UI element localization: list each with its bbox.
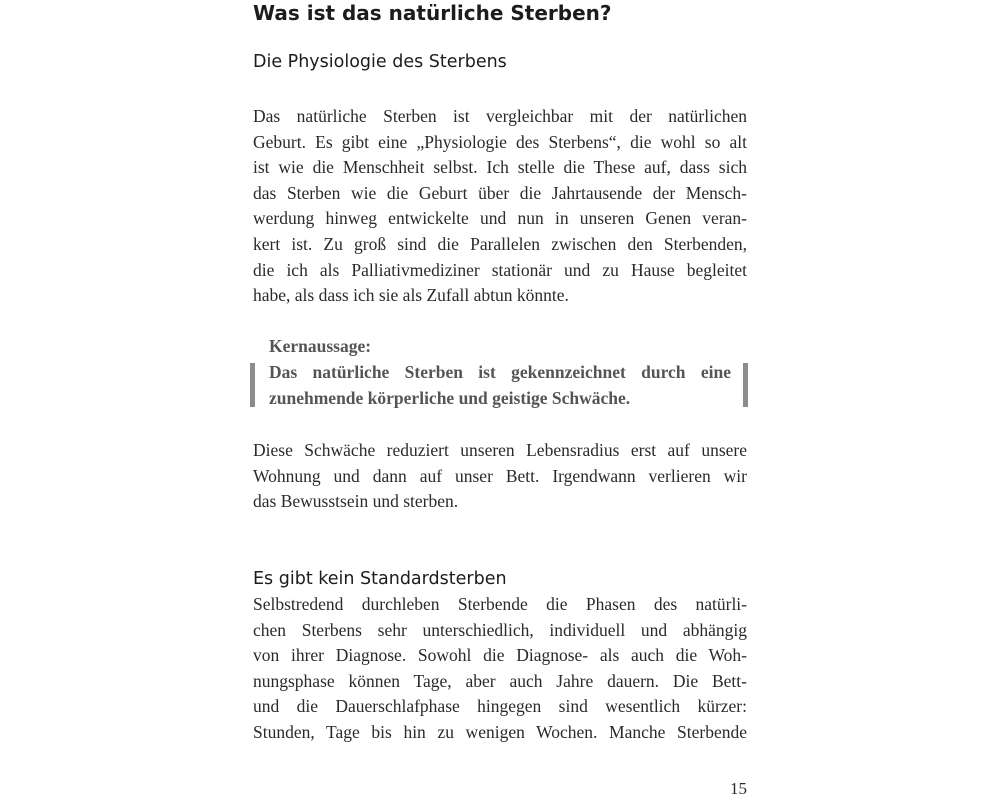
paragraph-schwaeche <box>253 438 747 515</box>
paragraph-line: von ihrer Diagnose. Sowohl die Diagnose- als auch die Woh- <box>253 645 747 666</box>
paragraph-line: Selbstredend durchleben Sterbende die Phasen des natürli- <box>253 594 747 614</box>
key-statement-left-bar <box>250 363 255 407</box>
paragraph-standardsterben <box>253 592 747 746</box>
key-statement-right-bar <box>743 363 748 407</box>
paragraph-line: Stunden, Tage bis hin zu wenigen Wochen. Manche Sterbende <box>253 721 747 742</box>
paragraph-line: das Sterben wie die Geburt über die Jahrtausende der Mensch- <box>253 182 747 203</box>
key-statement-line: Das natürliche Sterben ist gekennzeichnet durch eine <box>269 362 731 382</box>
paragraph-line: und die Dauerschlafphase hingegen sind wesentlich kürzer: <box>253 696 747 717</box>
paragraph-line: Geburt. Es gibt eine „Physiologie des Sterbens“, die wohl so alt <box>253 131 747 152</box>
paragraph-line: Wohnung und dann auf unser Bett. Irgendwann verlieren wir <box>253 465 747 486</box>
paragraph-line: werdung hinweg entwickelte und nun in unseren Genen veran- <box>253 208 747 229</box>
paragraph-line: das Bewusstsein und sterben. <box>253 491 459 512</box>
page-number: 15 <box>730 779 747 798</box>
key-statement-line: zunehmende körperliche und geistige Schwäche. <box>269 387 631 408</box>
paragraph-line: Diese Schwäche reduziert unseren Lebensradius erst auf unsere <box>253 440 747 460</box>
paragraph-line: die ich als Palliativmediziner stationär und zu Hause begleitet <box>253 259 747 280</box>
paragraph-line: ist wie die Menschheit selbst. Ich stelle die These auf, dass sich <box>253 157 747 178</box>
section-title-physiologie: Die Physiologie des Sterbens <box>253 52 507 72</box>
paragraph-line: chen Sterbens sehr unterschiedlich, individuell und abhängig <box>253 619 747 640</box>
key-statement-label: Kernaussage: <box>269 336 372 356</box>
key-statement-box <box>250 334 748 412</box>
paragraph-line: kert ist. Zu groß sind die Parallelen zwischen den Sterbenden, <box>253 233 747 254</box>
paragraph-physiologie <box>253 104 747 309</box>
paragraph-line: nungsphase können Tage, aber auch Jahre dauern. Die Bett- <box>253 670 747 691</box>
chapter-heading: Was ist das natürliche Sterben? <box>253 1 612 25</box>
key-statement-text <box>269 360 731 411</box>
section-title-standardsterben: Es gibt kein Standardsterben <box>253 569 507 589</box>
paragraph-line: Das natürliche Sterben ist vergleichbar mit der natürlichen <box>253 106 747 126</box>
paragraph-line: habe, als dass ich sie als Zufall abtun könnte. <box>253 285 569 306</box>
